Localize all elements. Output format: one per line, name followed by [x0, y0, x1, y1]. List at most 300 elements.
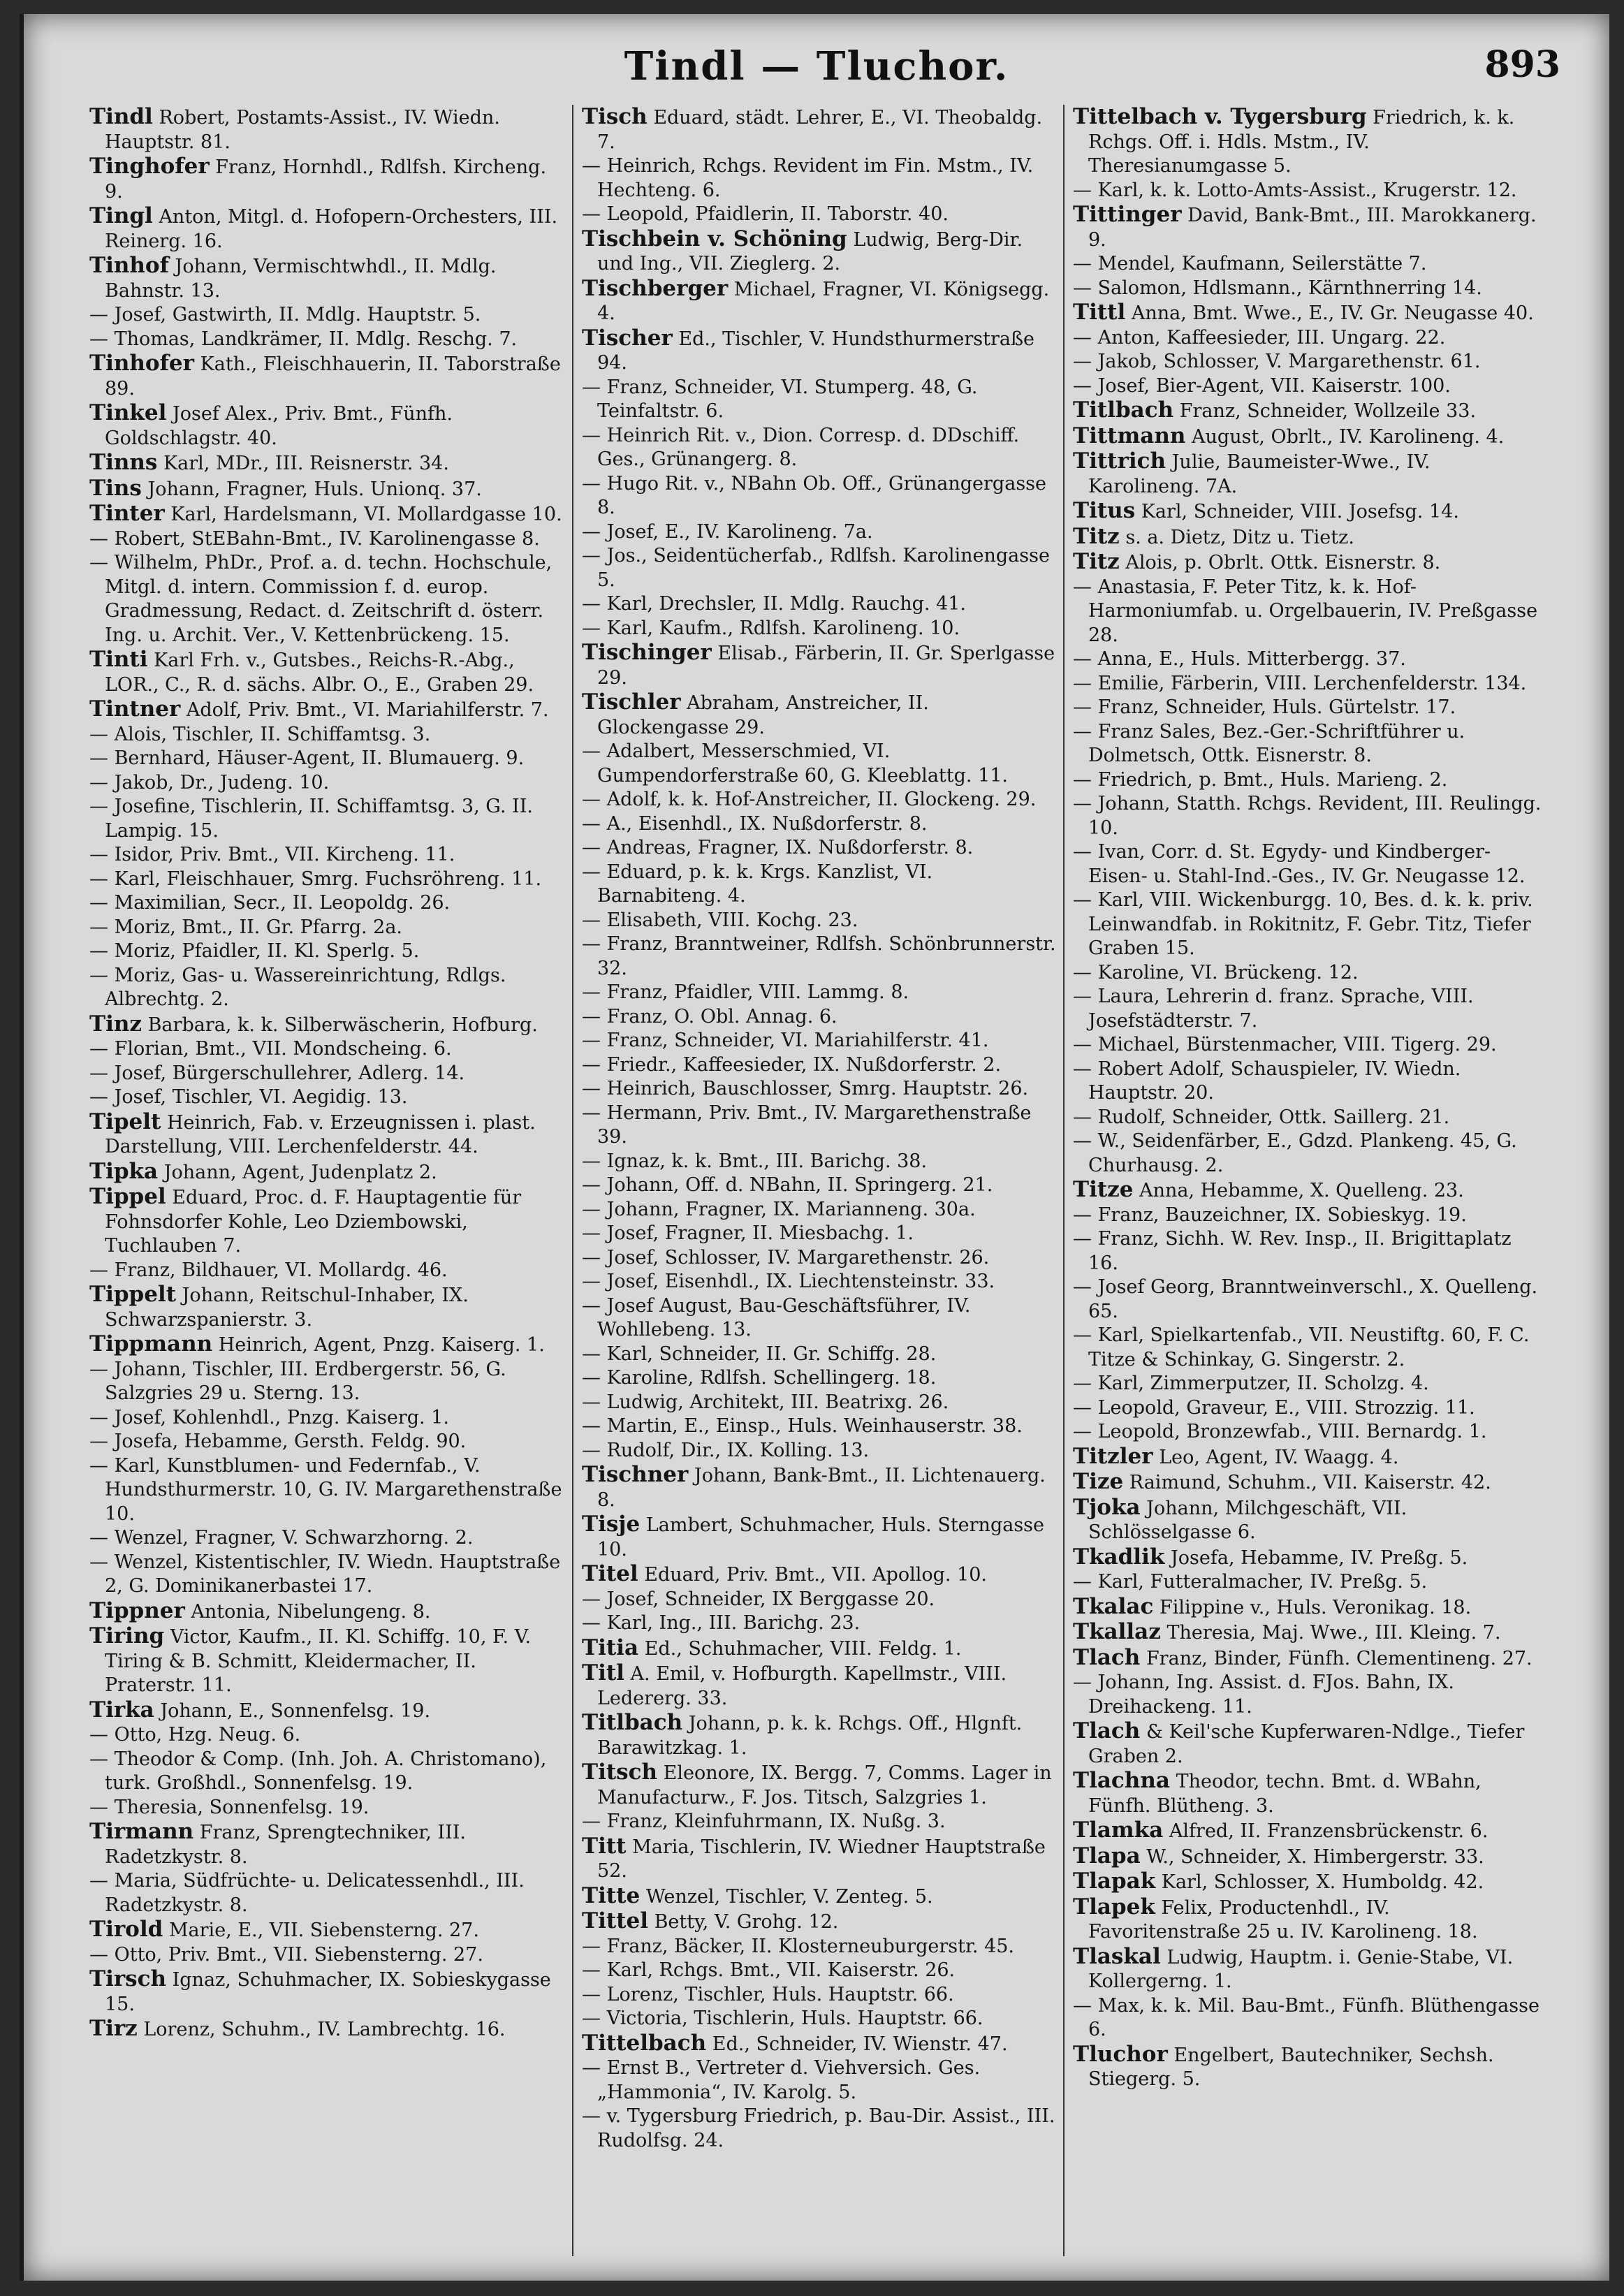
- directory-entry: [1073, 1994, 1547, 2042]
- entry-text: — Josef, Tischler, VI. Aegidig. 13.: [89, 1086, 408, 1108]
- entry-text: — Josef, E., IV. Karolineng. 7a.: [582, 520, 873, 543]
- entry-surname: Tittel: [582, 1908, 648, 1933]
- entry-text: Ludwig, Hauptm. i. Genie-Stabe, VI. Kollergerng. 1.: [1088, 1946, 1514, 1992]
- entry-surname: Tlach: [1073, 1644, 1141, 1670]
- directory-entry: [582, 326, 1056, 376]
- entry-text: Josef Alex., Priv. Bmt., Fünfh. Goldschlagstr. 40.: [105, 403, 453, 449]
- entry-text: Lorenz, Schuhm., IV. Lambrechtg. 16.: [143, 2019, 506, 2040]
- directory-entry: [1073, 1595, 1547, 1621]
- directory-entry: [1073, 672, 1547, 696]
- entry-text: Robert, Postamts-Assist., IV. Wiedn. Hauptstr. 81.: [105, 107, 500, 153]
- directory-entry: [1073, 424, 1547, 450]
- directory-entry: [582, 740, 1056, 788]
- directory-entry: [89, 1454, 565, 1527]
- entry-text: Lambert, Schuhmacher, Huls. Sterngasse 10.: [597, 1514, 1045, 1560]
- entry-text: Eduard, städt. Lehrer, E., VI. Theobaldg. 7.: [597, 107, 1043, 153]
- directory-entry: [89, 1430, 565, 1454]
- entry-text: — Leopold, Bronzewfab., VIII. Bernardg. 1.: [1073, 1421, 1487, 1442]
- entry-surname: Titia: [582, 1635, 639, 1660]
- directory-entry: [582, 1173, 1056, 1198]
- entry-text: — Florian, Bmt., VII. Mondscheing. 6.: [89, 1038, 452, 1060]
- directory-entry: [1073, 1058, 1547, 1106]
- entry-text: Anna, Bmt. Wwe., E., IV. Gr. Neugasse 40.: [1131, 302, 1534, 324]
- directory-entry: [1073, 525, 1547, 550]
- entry-surname: Titz: [1073, 549, 1120, 574]
- directory-entry: [582, 861, 1056, 909]
- entry-surname: Titzler: [1073, 1443, 1153, 1469]
- entry-text: — Laura, Lehrerin d. franz. Sprache, VIII. Josefstädterstr. 7.: [1073, 986, 1474, 1032]
- entry-text: — Johann, Statth. Rchgs. Revident, III. Reulingg. 10.: [1073, 793, 1542, 839]
- entry-text: Victor, Kaufm., II. Kl. Schiffg. 10, F. V. Tiring & B. Schmitt, Kleidermacher, II. Praterstr. 11.: [105, 1626, 532, 1696]
- directory-entry: [582, 1414, 1056, 1439]
- directory-entry: [1073, 1496, 1547, 1545]
- entry-surname: Titt: [582, 1833, 627, 1859]
- directory-entry: [582, 1439, 1056, 1463]
- directory-entry: [89, 451, 565, 476]
- entry-surname: Tlachna: [1073, 1768, 1170, 1793]
- entry-text: Karl, Hardelsmann, VI. Mollardgasse 10.: [170, 504, 562, 525]
- entry-text: Johann, Reitschul-Inhaber, IX. Schwarzspanierstr. 3.: [105, 1285, 469, 1331]
- entry-text: Karl Frh. v., Gutsbes., Reichs-R.-Abg., LOR., C., R. d. sächs. Albr. O., E., Graben 29.: [105, 650, 534, 696]
- entry-text: — W., Seidenfärber, E., Gdzd. Plankeng. 45, G. Churhausg. 2.: [1073, 1130, 1517, 1176]
- directory-entry: [1073, 1178, 1547, 1204]
- entry-surname: Tintner: [89, 696, 181, 722]
- directory-entry: [89, 723, 565, 747]
- entry-text: — Bernhard, Häuser-Agent, II. Blumauerg. 9.: [89, 747, 525, 769]
- entry-text: — Franz, Pfaidler, VIII. Lammg. 8.: [582, 981, 909, 1003]
- directory-entry: [582, 1077, 1056, 1102]
- directory-entry: [1073, 1445, 1547, 1470]
- entry-surname: Tkallaz: [1073, 1619, 1161, 1644]
- directory-entry: [1073, 889, 1547, 961]
- entry-surname: Tindl: [89, 105, 153, 129]
- entry-text: — Hugo Rit. v., NBahn Ob. Off., Grünangergasse 8.: [582, 472, 1047, 518]
- entry-text: Wenzel, Tischler, V. Zenteg. 5.: [645, 1885, 933, 1908]
- directory-entry: [1073, 203, 1547, 252]
- entry-text: — Karl, Drechsler, II. Mdlg. Rauchg. 41.: [582, 593, 967, 615]
- entry-text: Theodor, techn. Bmt. d. WBahn, Fünfh. Blütheng. 3.: [1088, 1771, 1482, 1817]
- entry-surname: Tlapak: [1073, 1869, 1156, 1894]
- directory-entry: [582, 1198, 1056, 1222]
- entry-text: — Adalbert, Messerschmied, VI. Gumpendorferstraße 60, G. Kleeblattg. 11.: [582, 740, 1009, 787]
- entry-text: — Jakob, Schlosser, V. Margarethenstr. 61.: [1073, 351, 1481, 372]
- entry-surname: Tippelt: [89, 1282, 177, 1307]
- entry-surname: Tingl: [89, 203, 153, 228]
- entry-text: Franz, Binder, Fünfh. Clementineng. 27.: [1146, 1647, 1532, 1669]
- entry-surname: Tlach: [1073, 1718, 1141, 1743]
- entry-surname: Tittmann: [1073, 423, 1186, 448]
- entry-surname: Tlamka: [1073, 1818, 1164, 1843]
- directory-entry: [89, 351, 565, 401]
- directory-entry: [1073, 1324, 1547, 1372]
- entry-text: — Michael, Bürstenmacher, VIII. Tigerg. 29.: [1073, 1034, 1497, 1055]
- entry-surname: Tittinger: [1073, 202, 1182, 227]
- page-number: 893: [1484, 43, 1560, 86]
- entry-text: Barbara, k. k. Silberwäscherin, Hofburg.: [147, 1014, 538, 1036]
- directory-entry: [582, 933, 1056, 981]
- directory-entry: [1073, 720, 1547, 768]
- directory-entry: [1073, 961, 1547, 986]
- entry-text: — Alois, Tischler, II. Schiffamtsg. 3.: [89, 723, 431, 745]
- entry-surname: Tluchor: [1073, 2041, 1168, 2067]
- entry-surname: Tittrich: [1073, 448, 1166, 474]
- entry-text: — Karoline, Rdlfsh. Schellingerg. 18.: [582, 1367, 937, 1389]
- entry-surname: Tinz: [89, 1011, 142, 1037]
- directory-entry: [89, 795, 565, 843]
- entry-text: — Mendel, Kaufmann, Seilerstätte 7.: [1073, 253, 1427, 275]
- entry-surname: Tinns: [89, 450, 158, 475]
- entry-text: Johann, Milchgeschäft, VII. Schlösselgasse 6.: [1088, 1497, 1407, 1543]
- entry-surname: Tirmann: [89, 1819, 194, 1844]
- entry-text: Marie, E., VII. Siebensterng. 27.: [168, 1920, 479, 1941]
- directory-entry: [1073, 1033, 1547, 1058]
- entry-text: — Heinrich, Rchgs. Revident im Fin. Mstm., IV. Hechteng. 6.: [582, 155, 1034, 201]
- directory-entry: [582, 376, 1056, 424]
- directory-entry: [582, 2031, 1056, 2057]
- entry-text: — Franz, Schneider, VI. Stumperg. 48, G. Teinfaltstr. 6.: [582, 376, 978, 422]
- entry-surname: Titlbach: [1073, 397, 1174, 423]
- directory-entry: [1073, 300, 1547, 326]
- directory-entry: [89, 1917, 565, 1943]
- entry-surname: Titl: [582, 1660, 624, 1686]
- entry-text: Alois, p. Obrlt. Ottk. Eisnerstr. 8.: [1125, 552, 1441, 573]
- directory-entry: [1073, 1818, 1547, 1844]
- directory-entry: [1073, 374, 1547, 399]
- directory-entry: [89, 1967, 565, 2017]
- entry-text: Johann, Vermischtwhdl., II. Mdlg. Bahnstr. 13.: [105, 256, 497, 302]
- entry-text: — Franz, O. Obl. Annag. 6.: [582, 1005, 837, 1028]
- entry-text: — Josef, Schlosser, IV. Margarethenstr. 26.: [582, 1246, 990, 1268]
- directory-entry: [1073, 1470, 1547, 1496]
- directory-entry: [89, 771, 565, 796]
- entry-text: August, Obrlt., IV. Karolineng. 4.: [1192, 425, 1505, 448]
- directory-entry: [582, 641, 1056, 690]
- directory-entry: [1073, 792, 1547, 840]
- entry-text: — Josef, Schneider, IX Berggasse 20.: [582, 1588, 935, 1610]
- directory-entry: [582, 2056, 1056, 2105]
- directory-entry: [1073, 1570, 1547, 1595]
- entry-text: Ed., Schneider, IV. Wienstr. 47.: [712, 2033, 1008, 2055]
- entry-text: — Otto, Priv. Bmt., VII. Siebensterng. 27.: [89, 1943, 483, 1966]
- directory-entry: [1073, 1420, 1547, 1445]
- entry-text: — Eduard, p. k. k. Krgs. Kanzlist, VI. Barnabiteng. 4.: [582, 861, 933, 907]
- directory-entry: [582, 836, 1056, 861]
- entry-text: Felix, Productenhdl., IV. Favoritenstraße 25 u. IV. Karolineng. 18.: [1088, 1896, 1478, 1943]
- directory-entry: [582, 1711, 1056, 1760]
- directory-entry: [582, 1343, 1056, 1367]
- entry-text: Ignaz, Schuhmacher, IX. Sobieskygasse 15.: [105, 1969, 551, 2015]
- entry-text: — Josef Georg, Branntweinverschl., X. Quelleng. 65.: [1073, 1276, 1538, 1322]
- entry-text: — Josef, Eisenhdl., IX. Liechtensteinstr. 33.: [582, 1271, 995, 1292]
- entry-text: Alfred, II. Franzensbrückenstr. 6.: [1169, 1820, 1488, 1842]
- directory-entry: [582, 592, 1056, 617]
- directory-page: [20, 14, 1609, 2281]
- entry-text: — Ludwig, Architekt, III. Beatrixg. 26.: [582, 1391, 949, 1413]
- directory-entry: [582, 1909, 1056, 1935]
- entry-text: Antonia, Nibelungeng. 8.: [191, 1600, 431, 1623]
- entry-text: Filippine v., Huls. Veronikag. 18.: [1159, 1596, 1472, 1618]
- entry-text: — Martin, E., Einsp., Huls. Weinhauserstr. 38.: [582, 1415, 1023, 1437]
- entry-text: Ed., Schuhmacher, VIII. Feldg. 1.: [644, 1637, 962, 1660]
- directory-entry: [582, 1150, 1056, 1174]
- entry-text: — Otto, Hzg. Neug. 6.: [89, 1724, 301, 1746]
- entry-surname: Titlbach: [582, 1710, 683, 1735]
- entry-text: — Heinrich Rit. v., Dion. Corresp. d. DDschiff. Ges., Grünangerg. 8.: [582, 424, 1020, 470]
- entry-text: — Josef August, Bau-Geschäftsführer, IV. Wohllebeng. 13.: [582, 1294, 971, 1340]
- entry-text: — Franz, Kleinfuhrmann, IX. Nußg. 3.: [582, 1811, 946, 1832]
- directory-entry: [582, 1636, 1056, 1662]
- entry-text: — v. Tygersburg Friedrich, p. Bau-Dir. Assist., III. Rudolfsg. 24.: [582, 2105, 1055, 2151]
- entry-text: — Josef, Bürgerschullehrer, Adlerg. 14.: [89, 1062, 465, 1084]
- directory-entry: [582, 1562, 1056, 1588]
- entry-surname: Tisje: [582, 1512, 641, 1537]
- directory-entry: [582, 1983, 1056, 2008]
- directory-entry: [582, 690, 1056, 740]
- directory-entry: [582, 1810, 1056, 1834]
- entry-text: — Isidor, Priv. Bmt., VII. Kircheng. 11.: [89, 844, 455, 865]
- entry-text: — Karl, Ing., III. Barichg. 23.: [582, 1612, 861, 1634]
- column-middle: [572, 105, 1063, 2256]
- column-right: [1063, 105, 1554, 2256]
- entry-surname: Tittl: [1073, 300, 1126, 325]
- directory-entry: [582, 1029, 1056, 1053]
- entry-text: Karl, MDr., III. Reisnerstr. 34.: [163, 453, 449, 474]
- entry-text: — Lorenz, Tischler, Huls. Hauptstr. 66.: [582, 1983, 954, 2005]
- directory-entry: [89, 1259, 565, 1283]
- entry-text: Michael, Fragner, VI. Königsegg. 4.: [597, 278, 1050, 324]
- entry-text: — Karl, Kunstblumen- und Federnfab., V. Hundsthurmerstr. 10, G. IV. Margarethenstraße 10.: [89, 1454, 562, 1525]
- entry-text: — Emilie, Färberin, VIII. Lerchenfelderstr. 134.: [1073, 672, 1527, 694]
- directory-entry: [89, 939, 565, 964]
- directory-entry: [582, 1935, 1056, 1959]
- entry-text: David, Bank-Bmt., III. Marokkanerg. 9.: [1088, 205, 1537, 251]
- entry-surname: Tlapa: [1073, 1843, 1141, 1869]
- directory-entry: [1073, 1372, 1547, 1396]
- directory-entry: [582, 1366, 1056, 1391]
- entry-surname: Tinhofer: [89, 351, 194, 376]
- entry-text: — Victoria, Tischlerin, Huls. Hauptstr. 66.: [582, 2008, 983, 2029]
- entry-text: — Johann, Fragner, IX. Marianneng. 30a.: [582, 1198, 976, 1220]
- entry-text: s. a. Dietz, Ditz u. Tietz.: [1125, 526, 1354, 548]
- entry-text: Karl, Schlosser, X. Humboldg. 42.: [1161, 1871, 1484, 1893]
- entry-text: Ludwig, Berg-Dir. und Ing., VII. Zieglerg. 2.: [597, 228, 1023, 275]
- directory-entry: [582, 1246, 1056, 1271]
- directory-entry: [89, 1062, 565, 1086]
- directory-entry: [1073, 1620, 1547, 1646]
- entry-surname: Tisch: [582, 105, 648, 129]
- entry-text: — Ivan, Corr. d. St. Egydy- und Kindberger-Eisen- u. Stahl-Ind.-Ges., IV. Gr. Neugasse 12.: [1073, 841, 1526, 887]
- directory-entry: [1073, 252, 1547, 277]
- directory-entry: [89, 1332, 565, 1358]
- running-title: Tindl — Tluchor.: [624, 43, 1009, 89]
- columns: [81, 105, 1555, 2256]
- directory-entry: [89, 105, 565, 154]
- directory-entry: [89, 1282, 565, 1332]
- entry-text: — Franz Sales, Bez.-Ger.-Schriftführer u. Dolmetsch, Ottk. Eisnerstr. 8.: [1073, 720, 1465, 766]
- directory-entry: [89, 2017, 565, 2042]
- directory-entry: [89, 204, 565, 254]
- entry-text: Engelbert, Bautechniker, Sechsh. Stiegerg. 5.: [1088, 2044, 1494, 2090]
- entry-surname: Tjoka: [1073, 1494, 1141, 1520]
- directory-entry: [89, 868, 565, 892]
- entry-text: — Heinrich, Bauschlosser, Smrg. Hauptstr. 26.: [582, 1078, 1029, 1099]
- entry-surname: Titsch: [582, 1760, 658, 1785]
- entry-text: — Rudolf, Schneider, Ottk. Saillerg. 21.: [1073, 1106, 1450, 1128]
- entry-text: — Franz, Bäcker, II. Klosterneuburgerstr. 45.: [582, 1935, 1015, 1957]
- entry-text: Josefa, Hebamme, IV. Preßg. 5.: [1170, 1546, 1468, 1569]
- entry-text: Elisab., Färberin, II. Gr. Sperlgasse 29.: [597, 643, 1055, 689]
- entry-text: — Moriz, Bmt., II. Gr. Pfarrg. 2a.: [89, 916, 403, 938]
- directory-entry: [89, 1820, 565, 1869]
- directory-entry: [1073, 1844, 1547, 1870]
- directory-entry: [89, 1110, 565, 1160]
- entry-surname: Tkalac: [1073, 1593, 1154, 1619]
- entry-text: — Wilhelm, PhDr., Prof. a. d. techn. Hochschule, Mitgl. d. intern. Commission f. d. europ. Gradmessung, Redact. d. Zeitschrift d. österr. Ing. u. Archit. Ver., V. Kettenbrückeng. 15.: [89, 552, 553, 646]
- directory-entry: [1073, 277, 1547, 301]
- entry-text: — Karl, Kaufm., Rdlfsh. Karolineng. 10.: [582, 617, 960, 639]
- directory-entry: [1073, 550, 1547, 576]
- directory-entry: [89, 527, 565, 552]
- entry-text: — Wenzel, Kistentischler, IV. Wiedn. Hauptstraße 2, G. Dominikanerbastei 17.: [89, 1551, 561, 1597]
- entry-text: Heinrich, Fab. v. Erzeugnissen i. plast. Darstellung, VIII. Lerchenfelderstr. 44.: [105, 1111, 536, 1157]
- entry-text: — Anna, E., Huls. Mitterbergg. 37.: [1073, 648, 1406, 670]
- entry-text: — Rudolf, Dir., IX. Kolling. 13.: [582, 1439, 870, 1461]
- entry-text: Raimund, Schuhm., VII. Kaiserstr. 42.: [1129, 1472, 1491, 1493]
- entry-text: — Johann, Ing. Assist. d. FJos. Bahn, IX. Dreihackeng. 11.: [1073, 1672, 1454, 1718]
- directory-entry: [1073, 1106, 1547, 1130]
- entry-text: — Moriz, Gas- u. Wassereinrichtung, Rdlgs. Albrechtg. 2.: [89, 964, 506, 1010]
- entry-text: — Josefine, Tischlerin, II. Schiffamtsg. 3, G. II. Lampig. 15.: [89, 796, 533, 842]
- entry-surname: Tischner: [582, 1462, 689, 1487]
- entry-text: — Theodor & Comp. (Inh. Joh. A. Christomano), turk. Großhdl., Sonnenfelsg. 19.: [89, 1748, 547, 1794]
- entry-text: — Johann, Tischler, III. Erdbergerstr. 56, G. Salzgries 29 u. Sterng. 13.: [89, 1358, 506, 1404]
- entry-text: — Leopold, Pfaidlerin, II. Taborstr. 40.: [582, 203, 949, 225]
- directory-entry: [582, 788, 1056, 812]
- entry-surname: Tischbein v. Schöning: [582, 226, 847, 251]
- entry-text: — Ernst B., Vertreter d. Viehversich. Ges. „Hammonia“, IV. Karolg. 5.: [582, 2057, 981, 2103]
- entry-surname: Tkadlik: [1073, 1544, 1165, 1570]
- entry-surname: Tittelbach: [582, 2030, 707, 2056]
- entry-text: Franz, Schneider, Wollzeile 33.: [1179, 400, 1477, 422]
- directory-entry: [582, 1222, 1056, 1246]
- entry-text: — Andreas, Fragner, IX. Nußdorferstr. 8.: [582, 837, 974, 858]
- directory-entry: [1073, 1945, 1547, 1994]
- directory-entry: [582, 2105, 1056, 2153]
- entry-surname: Tlapek: [1073, 1894, 1155, 1920]
- directory-entry: [89, 303, 565, 328]
- entry-surname: Tinkel: [89, 400, 167, 425]
- directory-entry: [582, 424, 1056, 472]
- entry-text: Johann, Agent, Judenplatz 2.: [163, 1161, 437, 1183]
- entry-surname: Titus: [1073, 498, 1136, 523]
- entry-text: Abraham, Anstreicher, II. Glockengasse 29.: [597, 692, 929, 738]
- entry-text: W., Schneider, X. Himbergerstr. 33.: [1146, 1845, 1484, 1868]
- directory-entry: [1073, 398, 1547, 424]
- directory-entry: [1073, 1769, 1547, 1818]
- directory-entry: [582, 1005, 1056, 1030]
- directory-entry: [89, 1943, 565, 1968]
- directory-entry: [1073, 105, 1547, 179]
- entry-text: Julie, Baumeister-Wwe., IV. Karolineng. 7A.: [1088, 451, 1431, 497]
- directory-entry: [582, 227, 1056, 277]
- directory-entry: [582, 154, 1056, 203]
- entry-surname: Tirka: [89, 1697, 154, 1723]
- directory-entry: [89, 551, 565, 648]
- directory-entry: [1073, 2042, 1547, 2092]
- directory-entry: [89, 648, 565, 697]
- directory-entry: [582, 812, 1056, 837]
- directory-entry: [1073, 1719, 1547, 1769]
- directory-entry: [89, 1624, 565, 1698]
- entry-text: — Franz, Schneider, Huls. Gürtelstr. 17.: [1073, 696, 1456, 718]
- entry-text: Leo, Agent, IV. Waagg. 4.: [1159, 1446, 1399, 1468]
- directory-entry: [582, 909, 1056, 933]
- directory-entry: [582, 105, 1056, 154]
- directory-entry: [1073, 449, 1547, 499]
- entry-text: — Friedrich, p. Bmt., Huls. Marieng. 2.: [1073, 768, 1448, 791]
- entry-text: — Karl, k. k. Lotto-Amts-Assist., Krugerstr. 12.: [1073, 179, 1517, 201]
- entry-text: — Maximilian, Secr., II. Leopoldg. 26.: [89, 892, 451, 914]
- entry-text: Anton, Mitgl. d. Hofopern-Orchesters, III. Reinerg. 16.: [105, 206, 558, 252]
- directory-entry: [1073, 1396, 1547, 1421]
- entry-text: — Jakob, Dr., Judeng. 10.: [89, 771, 330, 794]
- entry-surname: Tirold: [89, 1917, 163, 1942]
- entry-text: — Theresia, Sonnenfelsg. 19.: [89, 1796, 370, 1818]
- entry-text: — Robert Adolf, Schauspieler, IV. Wiedn. Hauptstr. 20.: [1073, 1058, 1461, 1104]
- directory-entry: [582, 520, 1056, 545]
- directory-entry: [1073, 1204, 1547, 1228]
- directory-entry: [89, 476, 565, 502]
- directory-entry: [582, 1588, 1056, 1612]
- entry-text: A. Emil, v. Hofburgth. Kapellmstr., VIII. Ledererg. 33.: [597, 1663, 1007, 1709]
- entry-surname: Tischinger: [582, 640, 712, 665]
- entry-text: — Karl, Futteralmacher, IV. Preßg. 5.: [1073, 1571, 1428, 1593]
- entry-text: — Moriz, Pfaidler, II. Kl. Sperlg. 5.: [89, 940, 420, 962]
- entry-text: Eduard, Proc. d. F. Hauptagentie für Fohnsdorfer Kohle, Leo Dziembowski, Tuchlauben 7.: [105, 1187, 522, 1257]
- directory-entry: [89, 1796, 565, 1820]
- directory-entry: [1073, 350, 1547, 374]
- directory-entry: [1073, 840, 1547, 889]
- entry-text: — Ignaz, k. k. Bmt., III. Barichg. 38.: [582, 1150, 928, 1172]
- entry-text: Eduard, Priv. Bmt., VII. Apollog. 10.: [644, 1564, 988, 1586]
- directory-entry: [582, 1512, 1056, 1562]
- directory-entry: [89, 1037, 565, 1062]
- entry-surname: Tittelbach v. Tygersburg: [1073, 105, 1367, 129]
- entry-text: — Wenzel, Fragner, V. Schwarzhorng. 2.: [89, 1527, 474, 1549]
- entry-text: — Thomas, Landkrämer, II. Mdlg. Reschg. 7.: [89, 328, 518, 350]
- directory-entry: [89, 1869, 565, 1917]
- directory-entry: [582, 1391, 1056, 1415]
- directory-entry: [582, 2007, 1056, 2031]
- entry-text: — Maria, Südfrüchte- u. Delicatessenhdl., III. Radetzkystr. 8.: [89, 1870, 525, 1916]
- entry-text: Johann, E., Sonnenfelsg. 19.: [160, 1699, 431, 1722]
- entry-text: — Robert, StEBahn-Bmt., IV. Karolinengasse 8.: [89, 527, 540, 550]
- entry-surname: Tize: [1073, 1469, 1124, 1494]
- entry-text: Adolf, Priv. Bmt., VI. Mariahilferstr. 7.: [186, 699, 549, 721]
- directory-entry: [582, 1760, 1056, 1810]
- entry-surname: Tischberger: [582, 275, 729, 301]
- entry-surname: Tipka: [89, 1158, 159, 1184]
- entry-text: — Johann, Off. d. NBahn, II. Springerg. 21.: [582, 1174, 993, 1196]
- directory-entry: [582, 1270, 1056, 1294]
- entry-text: — Franz, Bildhauer, VI. Mollardg. 46.: [89, 1259, 448, 1281]
- entry-surname: Tipelt: [89, 1109, 161, 1134]
- directory-entry: [1073, 1671, 1547, 1719]
- entry-text: — Josef, Fragner, II. Miesbachg. 1.: [582, 1222, 914, 1244]
- entry-text: — Josef, Gastwirth, II. Mdlg. Hauptstr. 5.: [89, 304, 481, 326]
- directory-entry: [582, 544, 1056, 592]
- entry-surname: Titte: [582, 1882, 641, 1908]
